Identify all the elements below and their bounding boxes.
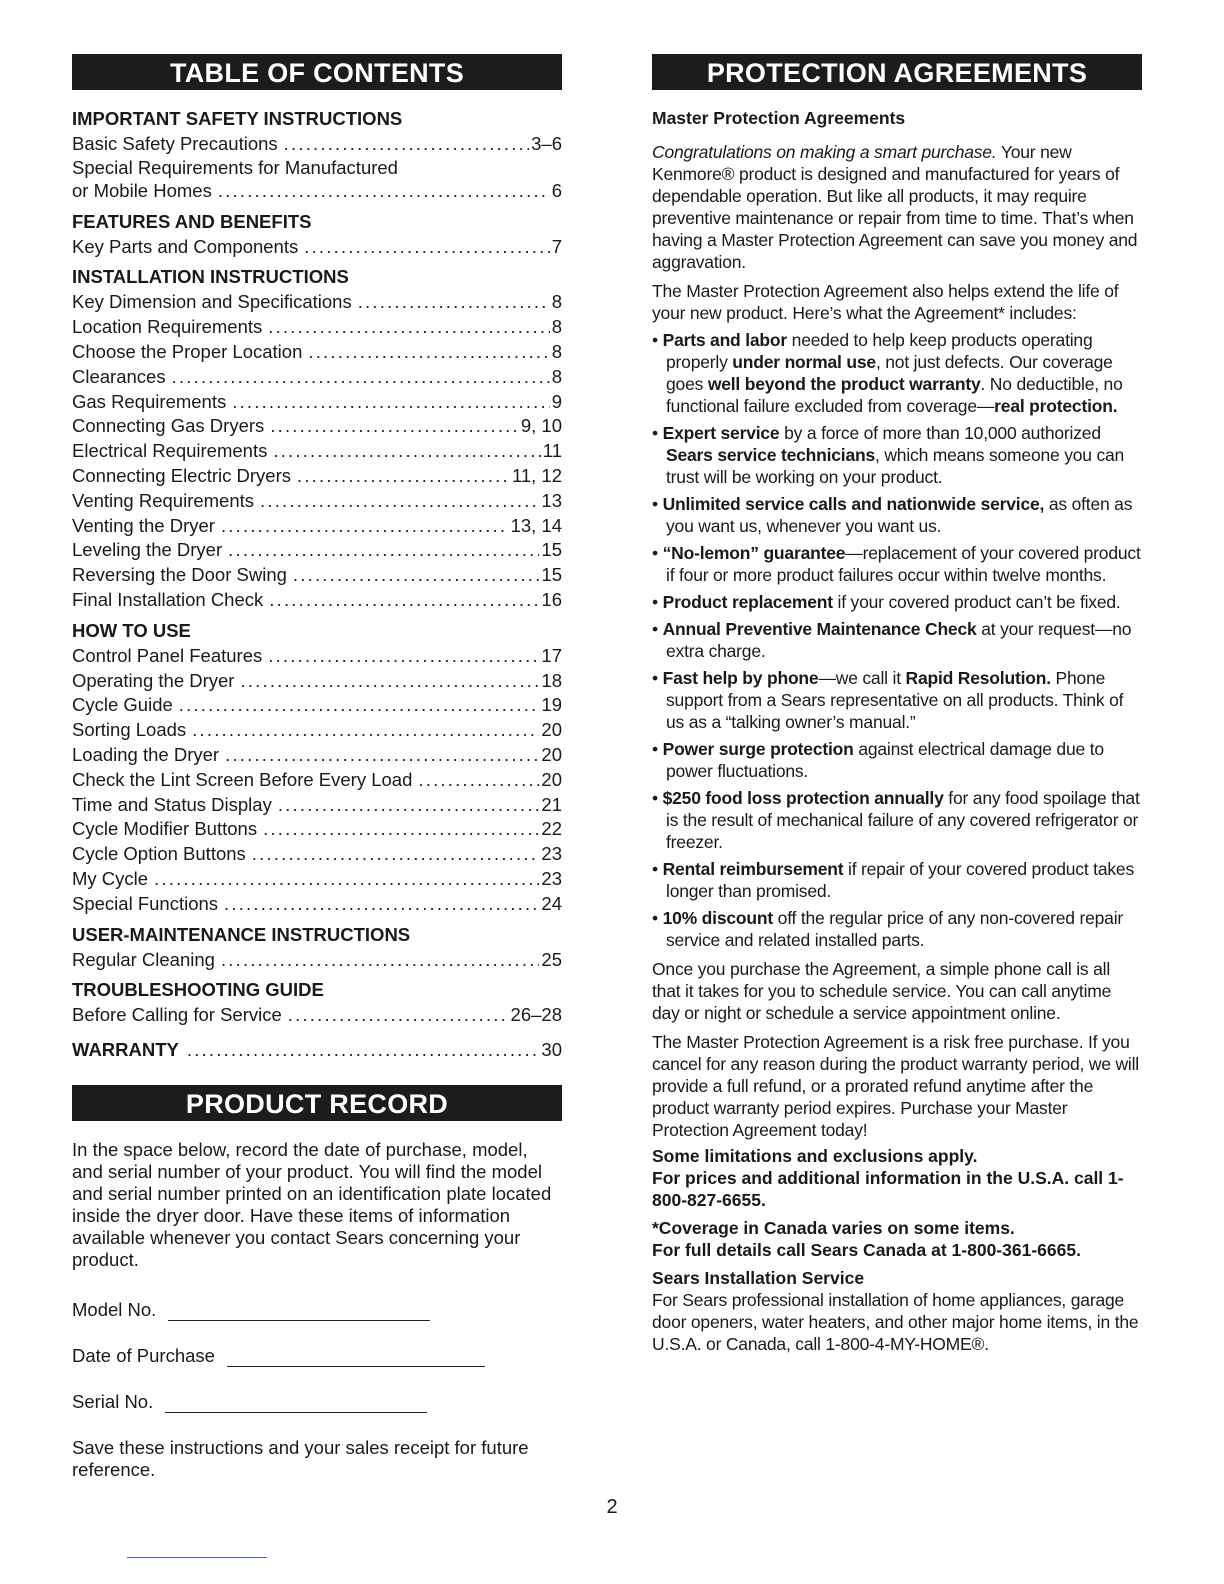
toc-entry-title: Leveling the Dryer: [72, 539, 223, 561]
us-contact: [652, 1145, 1142, 1211]
toc-leader-dots: [288, 1003, 509, 1028]
toc-entry: [72, 793, 562, 818]
benefit-text: at your request—no extra charge.: [666, 619, 1132, 661]
toc-entry-page: 15: [541, 564, 562, 586]
bullet-dot: •: [652, 859, 663, 879]
bullet-dot: •: [652, 788, 663, 808]
toc-leader-dots: [232, 390, 549, 415]
toc-leader-dots: [268, 644, 539, 669]
toc-entry-page: 13: [541, 489, 562, 511]
toc-entry-page: 8: [551, 340, 562, 362]
toc-leader-dots: [225, 743, 539, 768]
benefit-text: against electrical damage due to power fluctuations.: [666, 739, 1104, 781]
toc-leader-dots: [260, 489, 539, 514]
toc-entry: [72, 867, 562, 892]
benefit-text: . No deductible, no functional failure excluded from coverage—: [666, 374, 1123, 416]
toc-entry-page: 20: [541, 719, 562, 741]
bullet-dot: •: [652, 423, 663, 443]
date-line[interactable]: [227, 1346, 485, 1367]
toc-entry-title: or Mobile Homes: [72, 179, 212, 201]
toc-entry: [72, 718, 562, 743]
toc-entry: [72, 489, 562, 514]
toc-section-heading: USER-MAINTENANCE INSTRUCTIONS: [72, 923, 411, 945]
benefit-item: [652, 618, 1142, 662]
benefit-text: Phone support from a Sears representative on all products. Think of us as a “talking owner’s manual.”: [666, 668, 1124, 732]
save-note: Save these instructions and your sales receipt for future reference.: [72, 1437, 529, 1481]
toc-entry-page: 21: [541, 793, 562, 815]
benefit-item: [652, 738, 1142, 782]
canada-coverage-text: *Coverage in Canada varies on some items.: [652, 1218, 1015, 1238]
toc-entry-title: Cycle Guide: [72, 694, 173, 716]
benefit-list: [652, 329, 1142, 951]
toc-entry: [72, 514, 562, 539]
toc-entry-title-line1: Special Requirements for Manufactured: [72, 156, 398, 178]
benefit-bold-text: Expert service: [662, 423, 780, 443]
benefit-text: for any food spoilage that is the result of mechanical failure of any covered refrigerator or freezer.: [666, 788, 1140, 852]
toc-section-heading: HOW TO USE: [72, 619, 191, 641]
benefit-bold-text: under normal use: [732, 352, 876, 372]
toc-leader-dots: [308, 340, 549, 365]
benefit-text: as often as you want us, whenever you want us.: [666, 494, 1133, 536]
toc-leader-dots: [358, 290, 550, 315]
toc-leader-dots: [187, 1036, 540, 1063]
toc-entry-page: 8: [551, 291, 562, 313]
bullet-dot: •: [652, 592, 663, 612]
toc-entry-page: 19: [541, 694, 562, 716]
toc-leader-dots: [240, 669, 539, 694]
toc-entry: [72, 842, 562, 867]
toc-entry-title: Venting Requirements: [72, 489, 255, 511]
benefit-item: [652, 329, 1142, 417]
toc-leader-dots: [221, 948, 539, 973]
bullet-dot: •: [652, 668, 663, 688]
toc-entry: [72, 588, 562, 613]
toc-entry: [72, 179, 562, 204]
installation-heading: Sears Installation Service: [652, 1268, 865, 1288]
benefit-text: needed to help keep products operating properly: [666, 330, 1093, 372]
serial-label: Serial No.: [72, 1391, 154, 1413]
toc-leader-dots: [192, 718, 539, 743]
toc-warranty-page: 30: [541, 1039, 562, 1061]
benefit-text: —replacement of your covered product if four or more product failures occur within twelve months.: [666, 543, 1141, 585]
benefit-item: [652, 787, 1142, 853]
toc-entry-title: Operating the Dryer: [72, 669, 235, 691]
purchase-paragraph: Once you purchase the Agreement, a simple phone call is all that it takes for you to schedule service. You can call anytime day or night or schedule a service appointment online.: [652, 959, 1112, 1023]
toc-entry-title: Basic Safety Precautions: [72, 133, 278, 154]
toc-entry-title: Sorting Loads: [72, 719, 187, 741]
toc-entry: [72, 693, 562, 718]
toc-leader-dots: [270, 414, 519, 439]
toc-entry: [72, 644, 562, 669]
right-column: [652, 54, 1142, 1355]
toc-entry: [72, 817, 562, 842]
toc-entry: [72, 439, 562, 464]
toc-entry-title: Cycle Modifier Buttons: [72, 818, 258, 840]
toc-leader-dots: [273, 439, 540, 464]
toc-entry: [72, 340, 562, 365]
toc-entry-page: 9: [551, 390, 562, 412]
toc-entry: [72, 132, 562, 157]
benefit-item: [652, 858, 1142, 902]
intro-rest: Your new Kenmore® product is designed and manufactured for years of dependable operation. But like all products, it may require preventive maintenance or repair from time to time. That’s when having a Master Protection Agreement can save you money and aggravation.: [652, 142, 1138, 272]
bullet-dot: •: [652, 739, 663, 759]
toc-leader-dots: [297, 464, 510, 489]
toc-entry-page: 22: [541, 818, 562, 840]
date-label: Date of Purchase: [72, 1345, 215, 1367]
benefit-bold-text: Rental reimbursement: [662, 859, 844, 879]
toc-entry-title: Clearances: [72, 365, 166, 387]
toc-leader-dots: [304, 235, 549, 260]
intro-italic: Congratulations on making a smart purchase.: [652, 142, 997, 162]
toc-entry-title: Choose the Proper Location: [72, 340, 303, 362]
canada-phone-text: For full details call Sears Canada at 1-800-361-6665.: [652, 1240, 1081, 1260]
toc-section-heading: FEATURES AND BENEFITS: [72, 210, 312, 232]
toc-entry: [72, 235, 562, 260]
benefit-item: [652, 667, 1142, 733]
toc-entry-title: Before Calling for Service: [72, 1004, 282, 1026]
product-record-intro: In the space below, record the date of purchase, model, and serial number of your product. You will find the model and serial number printed on an identification plate located inside the dryer door. Have these items of information available whenever you contact Sears concerning your product.: [72, 1139, 552, 1271]
refund-paragraph: The Master Protection Agreement is a risk free purchase. If you cancel for any reason during the product warranty period, we will provide a full refund, or a prorated refund anytime after the product warranty period expires. Purchase your Master Protection Agreement today!: [652, 1032, 1139, 1140]
benefit-bold-text: Fast help by phone: [662, 668, 819, 688]
toc-entry: [72, 365, 562, 390]
benefit-bold-text: Rapid Resolution.: [905, 668, 1051, 688]
toc-entry-page: 11, 12: [511, 464, 562, 486]
protection-intro: [652, 141, 1142, 273]
toc-entry-page: 13, 14: [510, 514, 562, 536]
toc-leader-dots: [268, 315, 549, 340]
benefit-item: [652, 907, 1142, 951]
toc-entry: [72, 315, 562, 340]
bullet-dot: •: [652, 908, 663, 928]
serial-field[interactable]: [72, 1389, 562, 1413]
toc-section-heading: IMPORTANT SAFETY INSTRUCTIONS: [72, 108, 403, 129]
toc-leader-dots: [172, 365, 550, 390]
toc-entry-page: 24: [541, 892, 562, 914]
benefit-bold-text: “No-lemon” guarantee: [662, 543, 846, 563]
toc-entry-title: Loading the Dryer: [72, 743, 220, 765]
toc-warranty: [72, 1036, 562, 1063]
toc-entry: [72, 464, 562, 489]
model-line[interactable]: [168, 1300, 430, 1321]
benefit-bold-text: 10% discount: [662, 908, 773, 928]
protection-heading: Master Protection Agreements: [652, 108, 906, 128]
toc-entry-page: 17: [541, 644, 562, 666]
toc-entry: [72, 290, 562, 315]
benefit-bold-text: Product replacement: [662, 592, 833, 612]
toc-entry: [72, 1003, 562, 1028]
model-label: Model No.: [72, 1299, 157, 1321]
benefit-item: [652, 542, 1142, 586]
footer-rule: [127, 1557, 267, 1558]
benefit-text: , which means someone you can trust will be working on your product.: [666, 445, 1125, 487]
toc-entry-title: Regular Cleaning: [72, 948, 215, 970]
toc-section-heading: INSTALLATION INSTRUCTIONS: [72, 266, 349, 288]
toc-banner: TABLE OF CONTENTS: [72, 54, 562, 90]
toc-entry: [72, 390, 562, 415]
benefit-bold-text: $250 food loss protection annually: [662, 788, 944, 808]
toc-entry-title: Final Installation Check: [72, 588, 264, 610]
toc-entry-page: 9, 10: [520, 415, 562, 437]
toc-leader-dots: [263, 817, 539, 842]
toc-leader-dots: [293, 563, 540, 588]
benefit-item: [652, 493, 1142, 537]
toc-entry-title: Control Panel Features: [72, 644, 263, 666]
toc-entry: [72, 743, 562, 768]
toc-entry-page: 6: [551, 179, 562, 201]
toc-entry-page: 20: [541, 743, 562, 765]
toc-leader-dots: [228, 538, 539, 563]
benefit-text: , not just defects. Our coverage goes: [666, 352, 1113, 394]
left-column: [72, 54, 562, 1481]
toc-entry: [72, 892, 562, 917]
protection-includes: The Master Protection Agreement also helps extend the life of your new product. Here’s what the Agreement* includes:: [652, 281, 1119, 323]
toc-entry-page: 23: [541, 867, 562, 889]
toc-leader-dots: [252, 842, 540, 867]
toc-entry-title: Key Parts and Components: [72, 235, 299, 257]
benefit-bold-text: well beyond the product warranty: [707, 374, 981, 394]
toc-entry-title: Key Dimension and Specifications: [72, 291, 352, 313]
benefit-item: [652, 591, 1142, 613]
toc-entry-title: Connecting Gas Dryers: [72, 415, 265, 437]
toc-leader-dots: [179, 693, 540, 718]
benefit-bold-text: Annual Preventive Maintenance Check: [662, 619, 977, 639]
toc-entry-title: Time and Status Display: [72, 793, 272, 815]
canada-contact: [652, 1217, 1142, 1261]
toc-entry: [72, 414, 562, 439]
toc-warranty-heading: WARRANTY: [72, 1039, 179, 1061]
toc-entry-title: Venting the Dryer: [72, 514, 215, 536]
page-number: 2: [606, 1496, 618, 1518]
benefit-bold-text: Power surge protection: [662, 739, 854, 759]
benefit-bold-text: Sears service technicians: [666, 445, 876, 465]
toc-entry-page: 7: [551, 235, 562, 257]
bullet-dot: •: [652, 619, 663, 639]
toc-entry-title: Special Functions: [72, 892, 219, 914]
protection-banner: PROTECTION AGREEMENTS: [652, 54, 1142, 90]
toc-entry-page: 25: [541, 948, 562, 970]
toc-leader-dots: [418, 768, 539, 793]
toc-entry-title: Electrical Requirements: [72, 440, 268, 462]
date-field[interactable]: [72, 1343, 562, 1367]
bullet-dot: •: [652, 543, 663, 563]
toc-leader-dots: [154, 867, 539, 892]
toc-leader-dots: [269, 588, 539, 613]
serial-line[interactable]: [165, 1392, 427, 1413]
toc-leader-dots: [284, 132, 529, 157]
toc-entry: [72, 563, 562, 588]
toc-entry-line: [72, 157, 562, 179]
toc-entry-page: 8: [551, 365, 562, 387]
benefit-bold-text: Parts and labor: [662, 330, 787, 350]
toc-entry-title: Check the Lint Screen Before Every Load: [72, 768, 413, 790]
bullet-dot: •: [652, 494, 663, 514]
toc-leader-dots: [218, 179, 550, 204]
model-field[interactable]: [72, 1297, 562, 1321]
bullet-dot: •: [652, 330, 663, 350]
toc-entry-title: Connecting Electric Dryers: [72, 464, 291, 486]
toc-entry-page: 20: [541, 768, 562, 790]
toc-entry-page: 8: [551, 316, 562, 338]
toc-entry-page: 3–6: [531, 133, 562, 154]
benefit-text: if repair of your covered product takes longer than promised.: [666, 859, 1134, 901]
limitations-text: Some limitations and exclusions apply.: [652, 1146, 978, 1166]
toc-entry: [72, 948, 562, 973]
toc-entry-page: 23: [541, 843, 562, 865]
benefit-text: by a force of more than 10,000 authorized: [779, 423, 1101, 443]
toc-entry-title: Reversing the Door Swing: [72, 564, 287, 586]
toc-entry-title: My Cycle: [72, 867, 149, 889]
toc-leader-dots: [278, 793, 540, 818]
benefit-text: off the regular price of any non-covered repair service and related installed parts.: [666, 908, 1124, 950]
toc-entry-page: 15: [541, 539, 562, 561]
toc-entry-page: 16: [541, 588, 562, 610]
benefit-text: if your covered product can’t be fixed.: [832, 592, 1121, 612]
table-of-contents: [72, 105, 562, 1063]
installation-text: For Sears professional installation of home appliances, garage door openers, water heaters, and other major home items, in the U.S.A. or Canada, call 1-800-4-MY-HOME®.: [652, 1290, 1139, 1354]
product-record-banner: PRODUCT RECORD: [72, 1085, 562, 1121]
toc-leader-dots: [224, 892, 539, 917]
toc-entry-page: 11: [542, 440, 562, 462]
toc-entry-title: Gas Requirements: [72, 390, 227, 412]
toc-entry-title: Cycle Option Buttons: [72, 843, 246, 865]
toc-entry-page: 18: [541, 669, 562, 691]
toc-entry: [72, 768, 562, 793]
benefit-item: [652, 422, 1142, 488]
toc-entry-title: Location Requirements: [72, 316, 263, 338]
toc-entry: [72, 669, 562, 694]
toc-entry-page: 26–28: [510, 1004, 562, 1026]
us-phone-text: For prices and additional information in the U.S.A. call 1-800-827-6655.: [652, 1168, 1124, 1210]
toc-section-heading: TROUBLESHOOTING GUIDE: [72, 979, 324, 1001]
benefit-text: —we call it: [818, 668, 906, 688]
toc-entry: [72, 538, 562, 563]
toc-leader-dots: [221, 514, 509, 539]
benefit-bold-text: real protection.: [994, 396, 1118, 416]
benefit-bold-text: Unlimited service calls and nationwide service,: [662, 494, 1045, 514]
